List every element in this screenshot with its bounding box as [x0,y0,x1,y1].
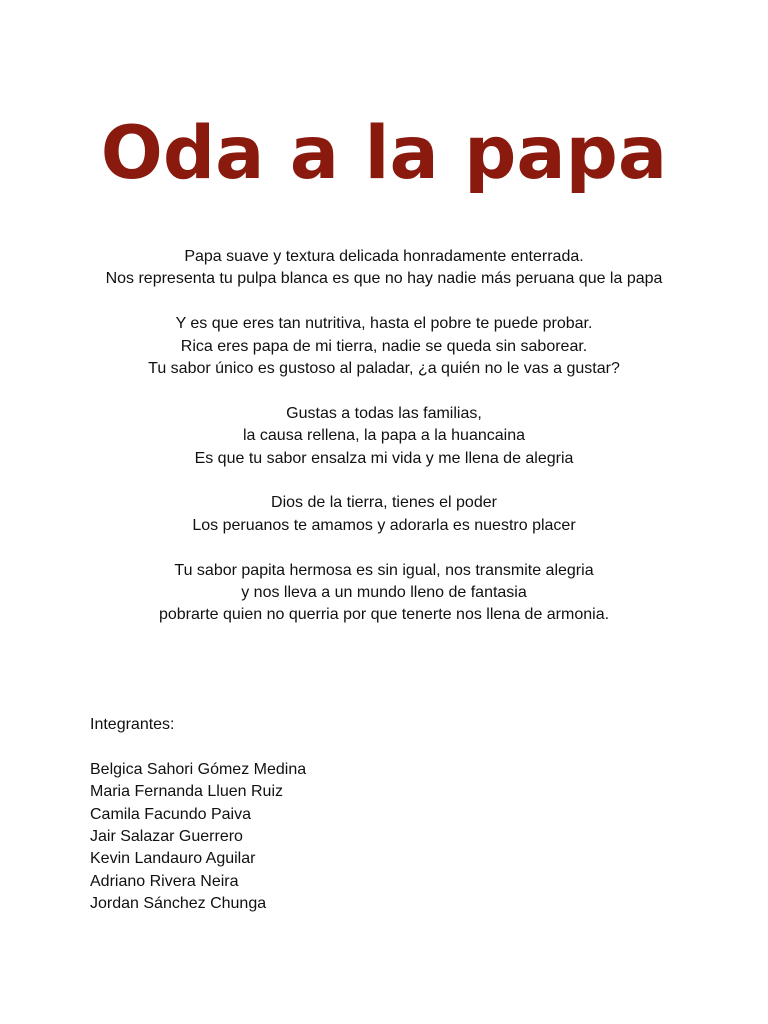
member-name: Belgica Sahori Gómez Medina [90,760,307,778]
poem-line: Nos representa tu pulpa blanca es que no hay nadie más peruana que la papa [105,270,663,288]
poem-body [0,246,768,649]
poem-line: pobrarte quien no querria por que tenerte nos llena de armonia. [158,606,610,624]
stanza-3 [0,403,768,470]
poem-line: Papa suave y textura delicada honradamente enterrada. [184,248,584,265]
poem-line: Gustas a todas las familias, [286,404,482,422]
poem-line: Tu sabor único es gustoso al paladar, ¿a quién no le vas a gustar? [148,360,620,378]
member-name: Kevin Landauro Aguilar [90,850,256,868]
stanza-5 [0,560,768,627]
poem-line: Rica eres papa de mi tierra, nadie se queda sin saborear. [180,337,588,355]
poem-line: Los peruanos te amamos y adorarla es nuestro placer [192,516,576,534]
poem-line: Dios de la tierra, tienes el poder [271,494,497,512]
stanza-2 [0,313,768,380]
stanza-1 [0,246,768,291]
member-name: Adriano Rivera Neira [90,872,239,890]
members-heading: Integrantes: [90,716,175,733]
poem-line: la causa rellena, la papa a la huancaina [243,427,525,445]
poem-line: y nos lleva a un mundo lleno de fantasia [241,584,527,602]
members-section [90,714,306,916]
member-name: Jordan Sánchez Chunga [90,895,267,913]
page-title: Oda a la papa [100,111,668,196]
member-name: Camila Facundo Paiva [90,805,251,823]
member-name: Maria Fernanda Lluen Ruiz [90,783,283,801]
member-name: Jair Salazar Guerrero [90,828,243,846]
poem-line: Es que tu sabor ensalza mi vida y me llena de alegria [194,449,574,467]
poem-line: Y es que eres tan nutritiva, hasta el pobre te puede probar. [175,315,593,333]
stanza-4 [0,492,768,537]
poem-line: Tu sabor papita hermosa es sin igual, nos transmite alegria [174,561,594,579]
